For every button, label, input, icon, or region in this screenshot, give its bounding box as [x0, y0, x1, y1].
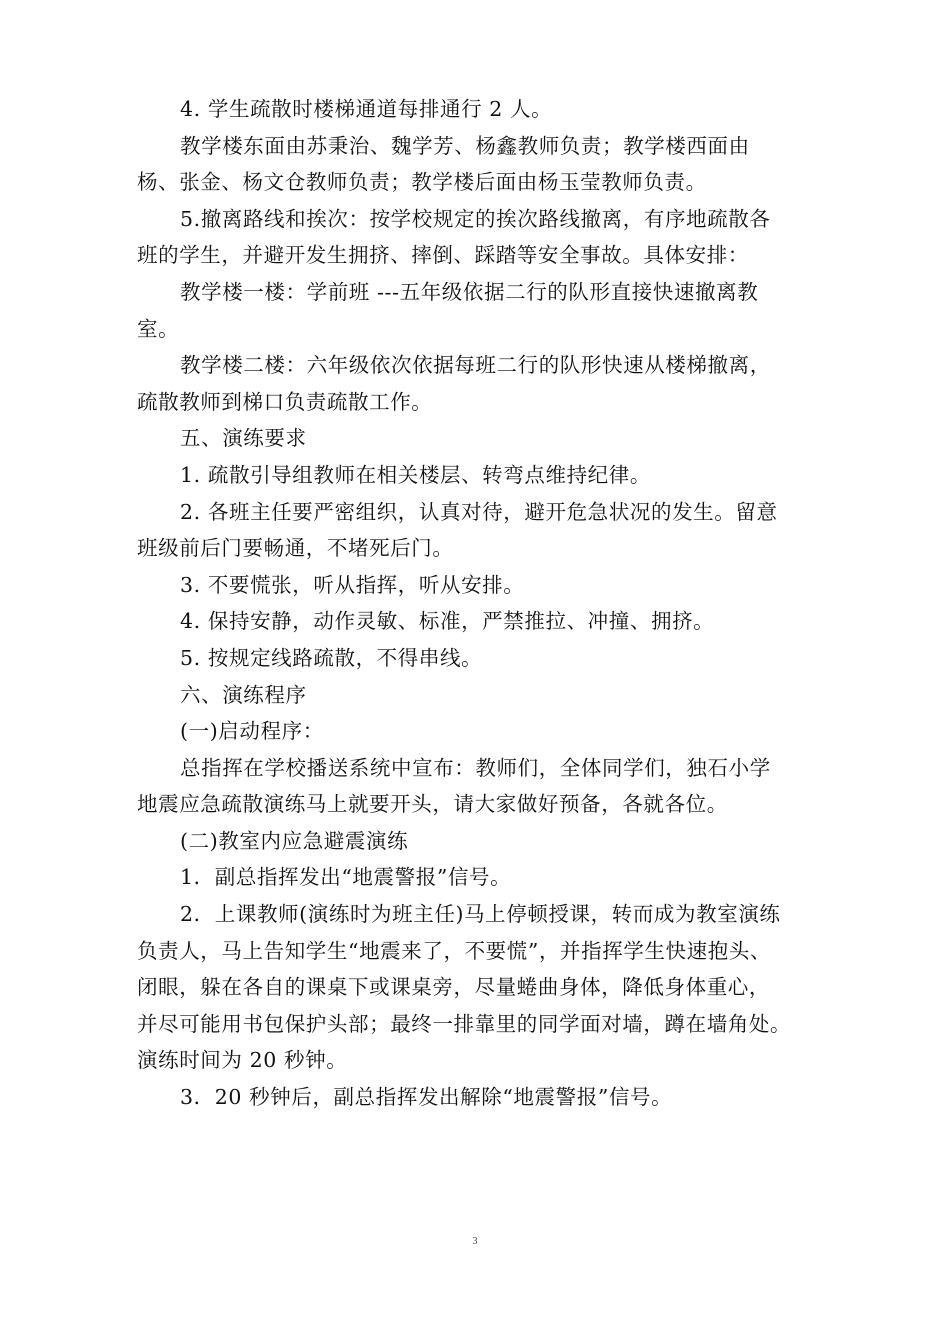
text-line: 并尽可能用书包保护头部；最终一排靠里的同学面对墙，蹲在墙角处。 [137, 1011, 792, 1036]
text-line: 5. 按规定线路疏散，不得串线。 [180, 645, 483, 670]
text-line: 班的学生，并避开发生拥挤、摔倒、踩踏等安全事故。具体安排： [137, 243, 749, 268]
text-line: 演练时间为 20 秒钟。 [137, 1048, 348, 1073]
text-line: 5.撤离路线和挨次：按学校规定的挨次路线撤离，有序地疏散各 [180, 206, 771, 231]
text-line: 教学楼二楼：六年级依次依据每班二行的队形快速从楼梯撤离， [180, 353, 771, 378]
text-line: 2. 各班主任要严密组织，认真对待，避开危急状况的发生。留意 [180, 499, 778, 524]
text-line: 六、演练程序 [180, 682, 307, 707]
text-line: 总指挥在学校播送系统中宣布：教师们，全体同学们，独石小学 [180, 755, 771, 780]
text-line: 地震应急疏散演练马上就要开头，请大家做好预备，各就各位。 [137, 792, 728, 817]
text-line: 负责人，马上告知学生“地震来了，不要慌”，并指挥学生快速抱头、 [137, 938, 772, 963]
text-line: 4. 保持安静，动作灵敏、标准，严禁推拉、冲撞、拥挤。 [180, 609, 715, 634]
text-line: 2．上课教师(演练时为班主任)马上停顿授课，转而成为教室演练 [180, 902, 781, 927]
text-line: 3．20 秒钟后，副总指挥发出解除“地震警报”信号。 [180, 1085, 673, 1110]
document-body [137, 91, 817, 1116]
page-number: 3 [472, 1236, 478, 1247]
text-line: 室。 [137, 316, 180, 341]
text-line: (二)教室内应急避震演练 [180, 828, 409, 853]
text-line: 3. 不要慌张，听从指挥，听从安排。 [180, 572, 525, 597]
text-line: 疏散教师到梯口负责疏散工作。 [137, 389, 433, 414]
text-line: (一)启动程序： [180, 719, 324, 744]
text-line: 1．副总指挥发出“地震警报”信号。 [180, 865, 512, 890]
text-line: 4. 学生疏散时楼梯通道每排通行 2 人。 [180, 97, 553, 121]
text-line: 五、演练要求 [180, 426, 307, 451]
text-line: 班级前后门要畅通，不堵死后门。 [137, 536, 454, 561]
text-line: 1. 疏散引导组教师在相关楼层、转弯点维持纪律。 [180, 462, 651, 487]
text-line: 教学楼一楼：学前班 ---五年级依据二行的队形直接快速撤离教 [180, 279, 759, 304]
text-line: 教学楼东面由苏秉治、魏学芳、杨鑫教师负责；教学楼西面由 [180, 133, 750, 158]
text-line: 闭眼，躲在各自的课桌下或课桌旁，尽量蜷曲身体，降低身体重心， [137, 975, 770, 1000]
text-line: 杨、张金、杨文仓教师负责；教学楼后面由杨玉莹教师负责。 [137, 170, 707, 195]
